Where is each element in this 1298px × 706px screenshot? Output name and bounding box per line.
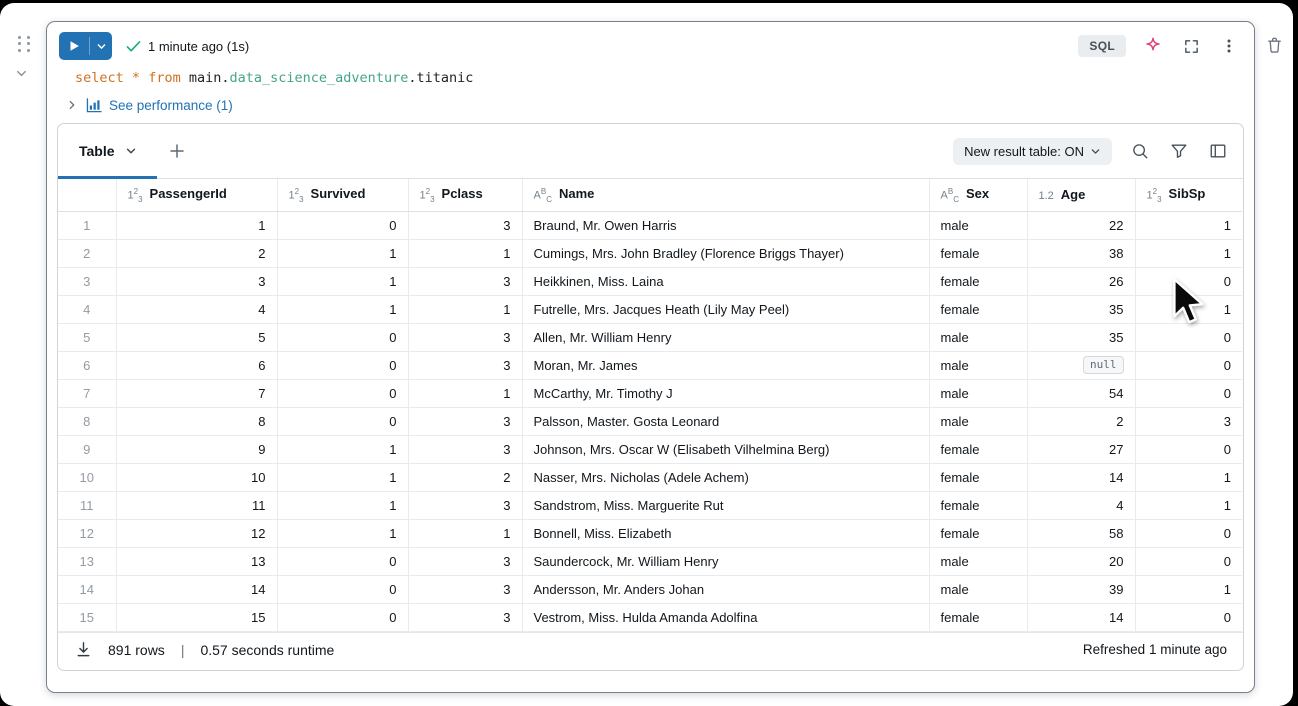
plus-icon	[169, 143, 185, 159]
cell-name: Braund, Mr. Owen Harris	[522, 211, 929, 239]
cell-sex: male	[929, 575, 1027, 603]
cell-sex: female	[929, 435, 1027, 463]
cell-age: 27	[1027, 435, 1135, 463]
cell-pclass: 1	[408, 519, 522, 547]
cell-passengerid: 10	[116, 463, 277, 491]
row-number: 5	[58, 323, 116, 351]
column-header-label: Age	[1060, 187, 1086, 203]
cell-survived: 0	[277, 575, 408, 603]
cell-pclass: 3	[408, 435, 522, 463]
cell-name: Futrelle, Mrs. Jacques Heath (Lily May Peel)	[522, 295, 929, 323]
column-header-sex[interactable]	[929, 179, 1027, 211]
toggle-side-panel-button[interactable]	[1207, 140, 1229, 162]
performance-expand-chevron[interactable]	[66, 99, 78, 111]
bar-chart-icon	[86, 98, 102, 113]
cell-name: Vestrom, Miss. Hulda Amanda Adolfina	[522, 603, 929, 631]
cell-survived: 0	[277, 407, 408, 435]
cell-survived: 0	[277, 379, 408, 407]
runtime: 0.57 seconds runtime	[200, 641, 335, 658]
cell-passengerid: 15	[116, 603, 277, 631]
row-number: 2	[58, 239, 116, 267]
cell-sex: female	[929, 295, 1027, 323]
table-row	[58, 519, 1242, 547]
cell-age: 14	[1027, 603, 1135, 631]
cell-pclass: 3	[408, 211, 522, 239]
row-count: 891 rows	[108, 641, 165, 658]
cell-passengerid: 12	[116, 519, 277, 547]
cell-pclass: 1	[408, 379, 522, 407]
cell-passengerid: 1	[116, 211, 277, 239]
search-results-button[interactable]	[1129, 140, 1151, 162]
results-footer	[58, 632, 1243, 667]
table-body	[58, 211, 1242, 631]
cell-pclass: 3	[408, 323, 522, 351]
trash-icon	[1265, 35, 1284, 55]
new-result-table-toggle[interactable]	[953, 138, 1112, 165]
cell-passengerid: 13	[116, 547, 277, 575]
cell-sibsp: 0	[1135, 603, 1242, 631]
cell-sex: male	[929, 407, 1027, 435]
tab-table[interactable]	[58, 124, 155, 178]
row-number: 14	[58, 575, 116, 603]
column-header-label: Pclass	[441, 186, 483, 202]
delete-cell-button[interactable]	[1260, 31, 1288, 59]
cell-passengerid: 5	[116, 323, 277, 351]
code-token: .	[408, 70, 417, 86]
row-number: 7	[58, 379, 116, 407]
cell-passengerid: 8	[116, 407, 277, 435]
cell-sibsp: 1	[1135, 211, 1242, 239]
cell-survived: 1	[277, 295, 408, 323]
cell-pclass: 3	[408, 547, 522, 575]
cell-name: Moran, Mr. James	[522, 351, 929, 379]
cell-sibsp: 1	[1135, 491, 1242, 519]
search-icon	[1131, 142, 1149, 160]
run-cell-split-button[interactable]	[59, 32, 112, 60]
cell-sibsp: 1	[1135, 463, 1242, 491]
cell-sex: female	[929, 519, 1027, 547]
cell-name: Bonnell, Miss. Elizabeth	[522, 519, 929, 547]
column-header-label: PassengerId	[149, 186, 227, 202]
kebab-menu-icon	[1221, 38, 1237, 54]
column-type-int-icon: $1^2_3$	[288, 186, 304, 204]
tab-options-chevron-icon[interactable]	[125, 145, 137, 157]
code-token	[124, 70, 132, 86]
table-row	[58, 575, 1242, 603]
chevron-down-icon	[1090, 146, 1101, 157]
cell-age: 35	[1027, 295, 1135, 323]
cell-pclass: 3	[408, 351, 522, 379]
column-header-survived[interactable]	[277, 179, 408, 211]
cell-survived: 0	[277, 351, 408, 379]
see-performance-label: See performance (1)	[109, 97, 233, 113]
cell-sex: male	[929, 211, 1027, 239]
cell-age: 35	[1027, 323, 1135, 351]
cell-pclass: 3	[408, 603, 522, 631]
cell-sibsp: 0	[1135, 519, 1242, 547]
cell-pclass: 3	[408, 575, 522, 603]
assistant-button[interactable]	[1142, 35, 1164, 57]
column-type-decimal-icon: 1.2	[1038, 190, 1054, 203]
code-token: titanic	[416, 70, 474, 86]
results-panel	[57, 123, 1244, 671]
cell-drag-handle-icon[interactable]	[16, 35, 32, 53]
expand-cell-button[interactable]	[1180, 35, 1202, 57]
code-token	[140, 70, 148, 86]
cell-sibsp: 0	[1135, 267, 1242, 295]
cell-age: 39	[1027, 575, 1135, 603]
notebook-cell	[46, 21, 1255, 693]
layout-panel-icon	[1209, 142, 1227, 160]
cell-name: Cumings, Mrs. John Bradley (Florence Briggs Thayer)	[522, 239, 929, 267]
cell-sibsp: 1	[1135, 295, 1242, 323]
fullscreen-icon	[1183, 38, 1200, 55]
download-icon	[75, 641, 92, 658]
column-header-label: Sex	[965, 186, 990, 202]
cell-pclass: 1	[408, 239, 522, 267]
cell-name: Sandstrom, Miss. Marguerite Rut	[522, 491, 929, 519]
cell-survived: 0	[277, 323, 408, 351]
last-run-time: 1 minute ago (1s)	[148, 38, 250, 54]
cell-sex: female	[929, 603, 1027, 631]
cell-age: 14	[1027, 463, 1135, 491]
row-number: 1	[58, 211, 116, 239]
cell-passengerid: 6	[116, 351, 277, 379]
cell-age	[1027, 351, 1135, 379]
table-row	[58, 351, 1242, 379]
cell-sibsp: 1	[1135, 575, 1242, 603]
column-type-string-icon: $A^B_C$	[533, 186, 552, 204]
cell-passengerid: 14	[116, 575, 277, 603]
app-window	[0, 3, 1293, 706]
cell-survived: 1	[277, 435, 408, 463]
table-row	[58, 379, 1242, 407]
add-visualization-button[interactable]	[163, 137, 191, 165]
cell-age: 54	[1027, 379, 1135, 407]
cell-name: Johnson, Mrs. Oscar W (Elisabeth Vilhelmina Berg)	[522, 435, 929, 463]
table-row	[58, 547, 1242, 575]
cell-sibsp: 0	[1135, 547, 1242, 575]
table-header-row	[58, 179, 1242, 211]
column-header-age[interactable]	[1027, 179, 1135, 211]
column-type-string-icon: $A^B_C$	[940, 186, 959, 204]
table-row	[58, 463, 1242, 491]
cell-name: McCarthy, Mr. Timothy J	[522, 379, 929, 407]
cell-name: Nasser, Mrs. Nicholas (Adele Achem)	[522, 463, 929, 491]
see-performance-link[interactable]	[86, 98, 233, 113]
cell-survived: 0	[277, 603, 408, 631]
code-token: main	[188, 70, 222, 86]
row-number-header	[58, 179, 116, 211]
row-number: 11	[58, 491, 116, 519]
cell-age: 20	[1027, 547, 1135, 575]
cell-sex: female	[929, 491, 1027, 519]
cell-sibsp: 0	[1135, 379, 1242, 407]
column-type-int-icon: $1^2_3$	[127, 186, 143, 204]
row-number: 12	[58, 519, 116, 547]
filter-results-button[interactable]	[1168, 140, 1190, 162]
cell-sex: female	[929, 463, 1027, 491]
run-button[interactable]	[59, 32, 89, 60]
table-row	[58, 603, 1242, 631]
column-header-name[interactable]	[522, 179, 929, 211]
cell-age: 58	[1027, 519, 1135, 547]
cell-name: Andersson, Mr. Anders Johan	[522, 575, 929, 603]
column-header-pclass[interactable]	[408, 179, 522, 211]
cell-survived: 0	[277, 547, 408, 575]
row-number: 6	[58, 351, 116, 379]
new-result-table-label: New result table: ON	[964, 143, 1084, 159]
cell-passengerid: 9	[116, 435, 277, 463]
cell-pclass: 3	[408, 407, 522, 435]
success-check-icon	[126, 40, 141, 53]
cell-survived: 1	[277, 491, 408, 519]
cell-passengerid: 7	[116, 379, 277, 407]
chevron-down-icon	[96, 41, 107, 52]
column-header-label: SibSp	[1168, 186, 1206, 202]
cell-collapse-chevron-icon[interactable]	[15, 67, 28, 85]
sql-code[interactable]	[47, 64, 1254, 92]
tab-table-label: Table	[79, 143, 115, 159]
cell-age: 38	[1027, 239, 1135, 267]
footer-separator: |	[180, 641, 185, 658]
table-row	[58, 435, 1242, 463]
cell-pclass: 2	[408, 463, 522, 491]
cell-menu-button[interactable]	[1218, 35, 1240, 57]
sparkle-icon	[1143, 36, 1163, 56]
cell-age: 2	[1027, 407, 1135, 435]
cell-passengerid: 3	[116, 267, 277, 295]
cell-pclass: 3	[408, 267, 522, 295]
cell-survived: 1	[277, 519, 408, 547]
row-number: 8	[58, 407, 116, 435]
cell-age: 22	[1027, 211, 1135, 239]
column-header-sibsp[interactable]	[1135, 179, 1242, 211]
column-type-int-icon: $1^2_3$	[419, 186, 435, 204]
cell-sex: male	[929, 351, 1027, 379]
cell-toolbar	[47, 22, 1254, 64]
cell-sex: male	[929, 323, 1027, 351]
results-tabbar	[58, 124, 1243, 179]
results-table	[58, 179, 1242, 632]
cell-sex: male	[929, 379, 1027, 407]
cell-name: Saundercock, Mr. William Henry	[522, 547, 929, 575]
table-row	[58, 211, 1242, 239]
column-type-int-icon: $1^2_3$	[1146, 186, 1162, 204]
play-icon	[69, 40, 80, 52]
cell-pclass: 1	[408, 295, 522, 323]
code-token: .	[221, 70, 230, 86]
row-number: 9	[58, 435, 116, 463]
row-number: 13	[58, 547, 116, 575]
table-row	[58, 323, 1242, 351]
null-value-badge: null	[1083, 356, 1124, 374]
chevron-right-icon	[66, 99, 78, 111]
code-token: *	[131, 70, 141, 86]
cell-passengerid: 2	[116, 239, 277, 267]
cell-pclass: 3	[408, 491, 522, 519]
cell-sibsp: 0	[1135, 351, 1242, 379]
language-badge[interactable]: SQL	[1078, 35, 1126, 57]
cell-name: Heikkinen, Miss. Laina	[522, 267, 929, 295]
filter-icon	[1170, 142, 1188, 160]
code-token: from	[148, 70, 181, 86]
cell-name: Palsson, Master. Gosta Leonard	[522, 407, 929, 435]
performance-row	[47, 92, 1254, 118]
row-number: 3	[58, 267, 116, 295]
row-number: 15	[58, 603, 116, 631]
cell-sibsp: 3	[1135, 407, 1242, 435]
download-results-button[interactable]	[72, 639, 94, 661]
cell-sibsp: 0	[1135, 435, 1242, 463]
table-row	[58, 239, 1242, 267]
table-row	[58, 295, 1242, 323]
cell-survived: 0	[277, 211, 408, 239]
table-row	[58, 407, 1242, 435]
code-token	[181, 70, 189, 86]
cell-survived: 1	[277, 239, 408, 267]
cell-survived: 1	[277, 267, 408, 295]
cell-passengerid: 4	[116, 295, 277, 323]
column-header-label: Name	[558, 186, 595, 202]
table-row	[58, 267, 1242, 295]
cell-sex: male	[929, 547, 1027, 575]
table-row	[58, 491, 1242, 519]
cell-name: Allen, Mr. William Henry	[522, 323, 929, 351]
column-header-passengerid[interactable]	[116, 179, 277, 211]
cell-sibsp: 1	[1135, 239, 1242, 267]
cell-sex: female	[929, 239, 1027, 267]
code-token: select	[75, 70, 124, 86]
run-options-chevron[interactable]	[90, 32, 112, 60]
code-token: data_science_adventure	[229, 70, 409, 86]
cell-age: 26	[1027, 267, 1135, 295]
cell-sex: female	[929, 267, 1027, 295]
cell-age: 4	[1027, 491, 1135, 519]
refreshed-status: Refreshed 1 minute ago	[1082, 642, 1227, 657]
row-number: 10	[58, 463, 116, 491]
cell-passengerid: 11	[116, 491, 277, 519]
row-number: 4	[58, 295, 116, 323]
cell-survived: 1	[277, 463, 408, 491]
cell-sibsp: 0	[1135, 323, 1242, 351]
column-header-label: Survived	[310, 186, 366, 202]
run-status	[126, 39, 249, 54]
